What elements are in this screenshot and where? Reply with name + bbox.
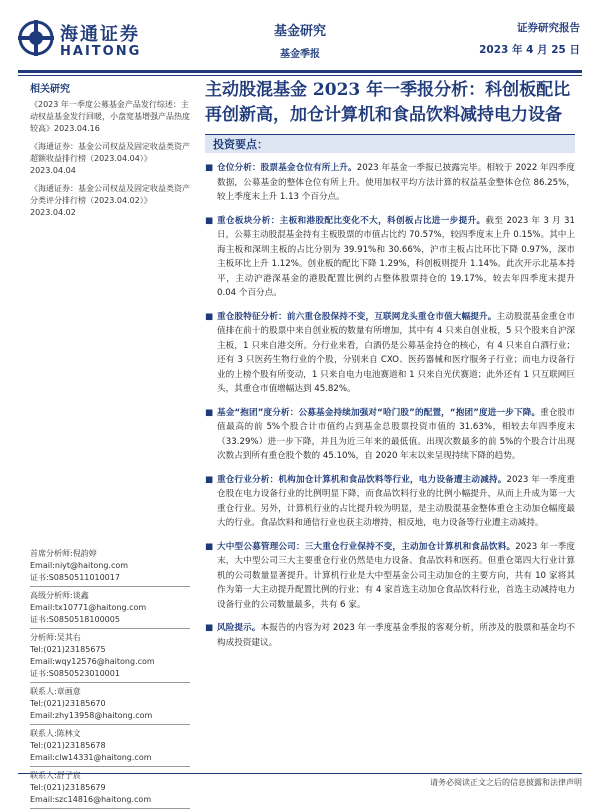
company-logo: [18, 18, 198, 66]
header-section: [240, 20, 360, 60]
logo-name-cn: 海通证券: [60, 24, 140, 45]
analyst-email[interactable]: Email:zhy13958@haitong.com: [30, 711, 153, 720]
key-point: [205, 310, 575, 397]
analyst-cert: 证书:S0850523010001: [30, 669, 120, 678]
point-body: 2023 年一季度末，大中型公司三大主要重仓行业仍然是电力设备、食品饮料和医药。但重仓第四大行业计算机的公司数量显著提升。计算机行业是大中型基金公司主动加仓的主要方向，共有 10 家将其作为第一大主动提升配置比例的行业；有 4 家首选主动加仓食品饮料行业，首选主动减持电力设备行业的公司数量最多，共有 6 家。: [217, 541, 575, 610]
report-title: 主动股混基金 2023 年一季报分析：科创板配比再创新高，加仓计算机和食品饮料减持电力设备: [205, 80, 571, 125]
point-heading: 仓位分析：股票基金仓位有所上升。: [217, 163, 357, 173]
bullet-icon: ■: [205, 623, 214, 633]
point-body: 2023 年一季度重仓股在电力设备行业的比例明显下降，而食品饮料行业的比例小幅提升，从而上升成为第一大重仓行业。另外，计算机行业的占比提升较为明显，是主动股混基金整体重仓主动加仓幅度最大的行业。食品饮料和通信行业也获主动增持，相反地，电力设备等行业遭主动减持。: [217, 474, 575, 528]
analyst-role: 联系人:陈林文: [30, 729, 81, 738]
header-rule: [18, 70, 582, 73]
analyst-email[interactable]: Email:niyt@haitong.com: [30, 561, 129, 570]
point-heading: 基金“抱团”度分析：公募基金持续加强对“哈门股”的配置，“抱团”度进一步下降。: [217, 407, 541, 418]
report-type: 证券研究报告: [517, 22, 580, 34]
analyst-role: 首席分析师:倪韵婷: [30, 549, 97, 558]
bullet-icon: ■: [205, 163, 214, 173]
point-body: 本报告的内容为对 2023 年一季度基金季报的客观分析，所涉及的股票和基金均不构成投资建议。: [217, 623, 575, 648]
related-item[interactable]: 《海通证券：基金公司权益及固定收益类资产分类评分排行榜（2023.04.02）》2023.04.02: [30, 184, 190, 217]
logo-name-en: HAITONG: [60, 44, 142, 59]
related-item[interactable]: 《海通证券：基金公司权益及固定收益类资产超额收益排行榜（2023.04.04）》2023.04.04: [30, 142, 190, 175]
point-heading: 重仓股特征分析：前六重仓股保持不变，互联网龙头重仓市值大幅提升。: [217, 311, 497, 322]
key-point: [205, 406, 575, 464]
analyst-role: 联系人:舒子宸: [30, 771, 81, 780]
related-research-heading: 相关研究: [30, 84, 70, 95]
point-body: 截至 2023 年 3 月 31 日，公募主动股混基金持有主板股票的市值占比约 70.57%，较四季度末上升 0.15%。其中上海主板和深圳主板的占比分别为 39.91%和 30.66%，沪市主板占比环比下降 0.97%，深市主板环比上升 1.12%。创业板的配比下降 1.29%，科创板则提升 1.14%。此次开示北基本持平，主动沪港深基金的港股配置比例约占整体股票持仓的 19.17%，较去年四季度末提升 0.04 个百分点。: [217, 215, 575, 298]
analyst-tel: Tel:(021)23185675: [30, 645, 106, 654]
analyst-role: 高级分析师:谈鑫: [30, 591, 89, 600]
point-heading: 重仓板块分析：主板和港股配比变化不大，科创板占比进一步提升。: [217, 215, 486, 226]
key-point: [205, 621, 575, 650]
analyst-card: [30, 728, 190, 767]
point-body: 2023 年基金一季报已披露完毕。相较于 2022 年四季度数据，公募基金的整体仓位有所上升。使用加权平均方法计算的权益基金整体仓位 86.25%，较上季度末上升 1.13 个百分点。: [217, 163, 575, 202]
header-meta: [430, 20, 580, 57]
bullet-icon: ■: [205, 311, 214, 322]
main-content: [205, 78, 575, 659]
analyst-card: [30, 590, 190, 629]
haitong-logo-icon: [18, 20, 54, 56]
key-points-list: [205, 161, 575, 650]
point-heading: 重仓行业分析：机构加仓计算机和食品饮料等行业，电力设备遭主动减持。: [217, 474, 507, 485]
analyst-email[interactable]: Email:clw14331@haitong.com: [30, 753, 152, 762]
key-points-label: 投资要点：: [213, 138, 268, 151]
sidebar: [30, 80, 190, 225]
analyst-tel: Tel:(021)23185670: [30, 699, 106, 708]
report-date: 2023 年 4 月 25 日: [479, 44, 580, 56]
bullet-icon: ■: [205, 215, 214, 226]
subsection-title: 基金季报: [280, 49, 320, 60]
key-point: [205, 161, 575, 205]
analyst-card: [30, 632, 190, 683]
analyst-role: 联系人:章画意: [30, 687, 81, 696]
section-title: 基金研究: [273, 24, 326, 39]
analyst-email[interactable]: Email:szc14816@haitong.com: [30, 795, 152, 804]
bullet-icon: ■: [205, 474, 214, 485]
analyst-role: 分析师:吴其右: [30, 633, 81, 642]
analyst-cert: 证书:S0850511010017: [30, 573, 120, 582]
related-item[interactable]: 《2023 年一季度公募基金产品发行综述：主动权益基金发行回暖，小盘宽基增强产品热度较高》2023.04.16: [30, 100, 190, 133]
analyst-tel: Tel:(021)23185678: [30, 741, 106, 750]
header-rule-thin: [18, 75, 582, 76]
point-body: 主动股混基金重仓市值排在前十的股票中来自创业板的数量有所增加，其中有 4 只来自创业板，5 只个股来自沪深主板，1 只来自港交所。分行业来看，白酒仍是公募基金持仓的核心，有 4 只来自白酒行业；还有 3 只医药生物行业的个股，分别来自 CXO、医药器械和医疗服务子行业；而电力设备行业的上榜个股有所变动，1 只来自电力电池赛道和 1 只来自光伏赛道；此外还有 1 只互联网巨头，其重仓市值增幅达到 45.82%。: [217, 311, 575, 394]
point-heading: 大中型公募管理公司：三大重仓行业保持不变，主动加仓计算机和食品饮料。: [217, 541, 516, 552]
footer-disclaimer: 请务必阅读正文之后的信息披露和法律声明: [18, 773, 582, 788]
point-heading: 风险提示。: [217, 623, 261, 633]
analyst-tel: Tel:(021)23185679: [30, 783, 106, 792]
bullet-icon: ■: [205, 541, 214, 552]
key-points-bar: [205, 134, 575, 153]
analyst-email[interactable]: Email:tx10771@haitong.com: [30, 603, 147, 612]
key-point: [205, 214, 575, 301]
bullet-icon: ■: [205, 407, 214, 418]
analyst-card: [30, 548, 190, 587]
point-body: 重仓股市值最高的前 5%个股合计市值约占到基金总股票投资市值的 31.63%，相较去年四季度末（33.29%）进一步下降，并且为近三年来的最低值。出现次数最多的前 5%的个股合计出现次数占到所有重仓股个数的 45.10%，自 2020 年末以来呈现持续下降的趋势。: [217, 407, 575, 461]
key-point: [205, 473, 575, 531]
analyst-card: [30, 686, 190, 725]
key-point: [205, 540, 575, 613]
analyst-cert: 证书:S0850518100005: [30, 615, 120, 624]
analyst-email[interactable]: Email:wqy12576@haitong.com: [30, 657, 155, 666]
